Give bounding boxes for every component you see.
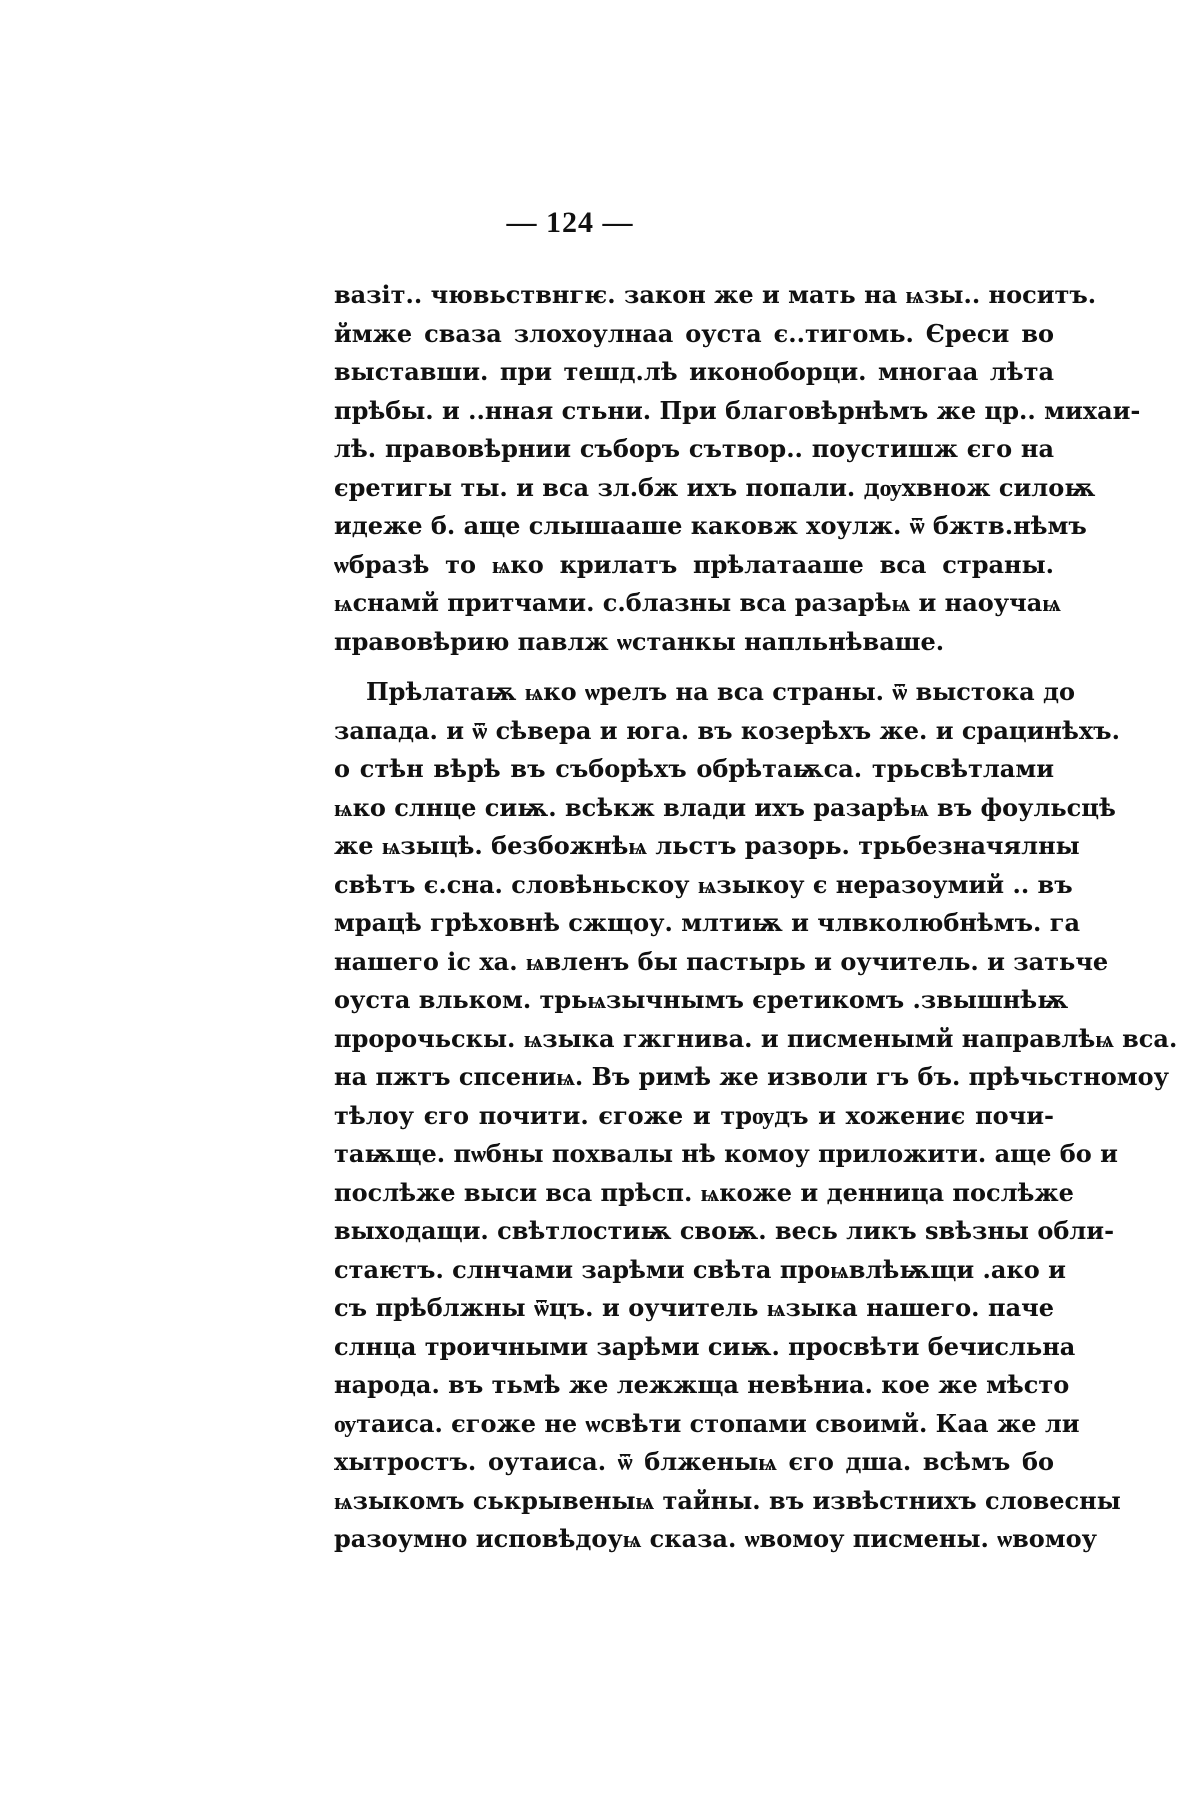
page-number: — 124 — <box>506 206 634 239</box>
text-line: о стѣн вѣрѣ въ съборѣхъ обрѣтаѭса. трьсвѣтлами <box>334 754 1054 783</box>
paragraph-gap <box>334 661 1054 673</box>
text-line: свѣтъ є.сна. словѣньскоу ѩзыкоу є неразоумий .. въ <box>334 869 1073 899</box>
text-line: ѩснамй притчами. с.блазны вса разарѣѩ и наоучаѩ <box>334 588 1061 617</box>
paragraph-1 <box>334 276 1141 661</box>
text-line: разоумно исповѣдоуѩ сказа. ѡвомоу писмены. ѡвомоу <box>334 1524 1097 1553</box>
text-line: мрацѣ грѣховнѣ сжщоу. млтиѭ и члвколюбнѣмъ. га <box>334 908 1080 937</box>
text-line: оуста вльком. трьѩзычнымъ єретикомъ .звышнѣѭ <box>334 985 1069 1014</box>
text-line: пророчьскы. ѩзыка гжгнива. и писменымй направлѣѩ вса. <box>334 1023 1177 1053</box>
text-line: таѭще. пѡбны похвалы нѣ комоу приложити. аще бо и <box>334 1139 1118 1168</box>
text-line: прѣбы. и ..нная стьни. При благовѣрнѣмъ же цр.. михаи- <box>334 395 1141 425</box>
text-line: ѩзыкомъ ськрывеныѩ тайны. въ извѣстнихъ словесны <box>334 1485 1121 1515</box>
text-line: же ѩзыцѣ. безбожнѣѩ льстъ разорь. трьбезначялны <box>334 831 1080 860</box>
text-line: выходащи. свѣтлостиѭ своѭ. весь ликъ ѕвѣзны обли- <box>334 1216 1115 1245</box>
text-line: правовѣрию павлж ѡстанкы напльнѣваше. <box>334 626 945 656</box>
text-line: стаѥтъ. слнчами зарѣми свѣта проѩвлѣѭщи .ако и <box>334 1254 1066 1284</box>
text-line: послѣже выси вса прѣсп. ѩкоже и денница послѣже <box>334 1177 1074 1207</box>
text-line: выставши. при тешд.лѣ иконоборци. многаа лѣта <box>334 357 1054 386</box>
text-line: народа. въ тьмѣ же лежжща невѣниа. кое же мѣсто <box>334 1370 1070 1399</box>
text-line: Прѣлатаѭ ѩко ѡрелъ на вса страны. ѿ выстока до <box>366 677 1076 706</box>
text-line: ѹтаиса. єгоже не ѡсвѣти стопами своимй. Каа же ли <box>334 1408 1080 1438</box>
text-line: ѡбразѣ то ѩко крилатъ прѣлатааше вса страны. <box>334 549 1054 579</box>
text-line: съ прѣблжны ѿцъ. и оучитель ѩзыка нашего. паче <box>334 1293 1054 1322</box>
text-line: ймже сваза злохоулнаа оуста є..тигомь. Єреси во <box>334 318 1054 348</box>
text-line: вазіт.. чювьствнгѥ. закон же и мать на ѩзы.. носитъ. <box>334 280 1097 309</box>
body-text <box>334 276 1177 1559</box>
text-line: ѩко слнце сиѭ. всѣкж влади ихъ разарѣѩ въ фоульсцѣ <box>334 792 1116 822</box>
text-line: хытростъ. оутаиса. ѿ блженыѩ єго дша. всѣмъ бо <box>334 1447 1054 1476</box>
text-line: идеже б. аще слышааше каковж хоулж. ѿ бжтв.нѣмъ <box>334 511 1087 540</box>
text-line: слнца троичными зарѣми сиѭ. просвѣти бечисльна <box>334 1331 1076 1361</box>
text-line: тѣлоу єго почити. єгоже и трѹдъ и хожениє почи- <box>334 1100 1054 1130</box>
text-line: лѣ. правовѣрнии съборъ сътвор.. поустишж єго на <box>334 434 1054 463</box>
text-line: єретигы ты. и вса зл.бж ихъ попали. дѹхвнож силоѭ <box>334 472 1096 502</box>
text-line: запада. и ѿ сѣвера и юга. въ козерѣхъ же. и срацинѣхъ. <box>334 715 1120 745</box>
paragraph-2 <box>334 673 1177 1559</box>
text-line: на пжтъ спсениѩ. Въ римѣ же изволи гъ бъ. прѣчьстномоу <box>334 1062 1170 1091</box>
text-line: нашего іс ха. ѩвленъ бы пастырь и оучитель. и затьче <box>334 946 1109 976</box>
